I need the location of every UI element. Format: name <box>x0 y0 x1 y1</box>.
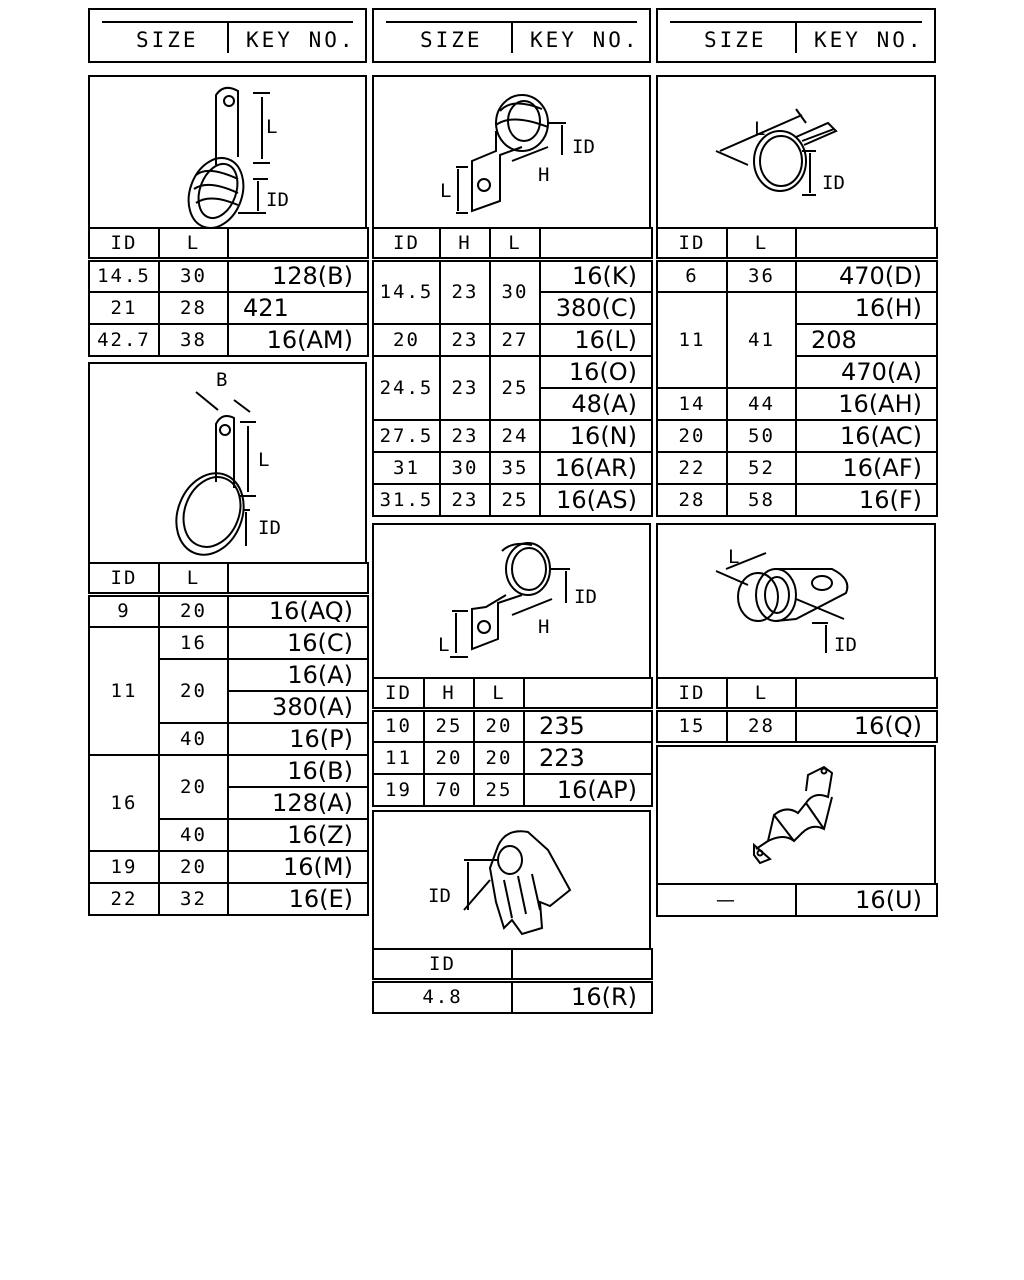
col-l: L <box>490 228 540 260</box>
dim-l-label: L <box>728 546 740 568</box>
table-ring-clamp <box>656 227 938 517</box>
dim-id-label: ID <box>574 586 597 608</box>
cell-key: 16(L) <box>540 324 652 356</box>
col-l: L <box>727 228 796 260</box>
table-cushion-clamp <box>656 677 938 743</box>
cell-l: 41 <box>727 292 796 388</box>
cell-id: 28 <box>657 484 727 516</box>
cell-l: 20 <box>474 710 524 742</box>
snap-clip-illustration <box>372 810 651 950</box>
col-l: L <box>159 228 228 260</box>
cell-id: 20 <box>373 324 440 356</box>
cell-id: 20 <box>657 420 727 452</box>
cell-id: 11 <box>657 292 727 388</box>
cell-id: 14 <box>657 388 727 420</box>
cell-key: 421 <box>228 292 368 324</box>
cell-key: 223 <box>524 742 652 774</box>
cell-l: 25 <box>490 356 540 420</box>
dim-id-label: ID <box>428 885 451 907</box>
cell-key: 16(AM) <box>228 324 368 356</box>
table-cell <box>796 678 937 710</box>
col-h: H <box>424 678 474 710</box>
cell-key: 380(C) <box>540 292 652 324</box>
cell-l: 32 <box>159 883 228 915</box>
table-offset-coil-clamp <box>372 227 653 517</box>
cell-key: 16(N) <box>540 420 652 452</box>
dim-l-label: L <box>258 449 270 471</box>
col-id: ID <box>373 228 440 260</box>
size-header: SIZE <box>704 28 767 52</box>
cell-key: 16(U) <box>796 884 937 916</box>
dim-id-label: ID <box>834 634 857 656</box>
cell-l: 58 <box>727 484 796 516</box>
table-cell <box>228 563 368 595</box>
cell-l: 20 <box>159 595 228 627</box>
col-id: ID <box>657 228 727 260</box>
cell-key: 16(H) <box>796 292 937 324</box>
cell-l: 20 <box>159 755 228 819</box>
cell-key: 16(R) <box>512 981 652 1013</box>
cell-key: 128(B) <box>228 260 368 292</box>
dim-h-label: H <box>538 616 550 638</box>
dim-id-label: ID <box>572 136 595 158</box>
cell-id: 31.5 <box>373 484 440 516</box>
band-clamp-illustration <box>88 362 367 564</box>
cell-l: 35 <box>490 452 540 484</box>
cell-key: 208 <box>796 324 937 356</box>
cell-id: 14.5 <box>373 260 440 324</box>
cell-id: 19 <box>89 851 159 883</box>
coil-clamp-illustration <box>88 75 367 229</box>
cell-h: 23 <box>440 356 490 420</box>
col-id: ID <box>373 678 424 710</box>
cell-id: 42.7 <box>89 324 159 356</box>
table-cell <box>512 949 652 981</box>
cell-h: 20 <box>424 742 474 774</box>
cell-l: 24 <box>490 420 540 452</box>
dim-id-label: ID <box>266 189 289 211</box>
cell-l: 38 <box>159 324 228 356</box>
size-header: SIZE <box>136 28 199 52</box>
cell-key: 16(AC) <box>796 420 937 452</box>
cell-l: 20 <box>159 659 228 723</box>
offset-coil-clamp-illustration <box>372 75 651 229</box>
dim-l-label: L <box>438 634 450 656</box>
cell-l: 25 <box>474 774 524 806</box>
header-box-left <box>88 8 367 63</box>
cell-id: 6 <box>657 260 727 292</box>
cell-key: 16(F) <box>796 484 937 516</box>
key-no-header: KEY NO. <box>246 28 356 52</box>
cell-l: 28 <box>159 292 228 324</box>
offset-band-clamp-illustration <box>372 523 651 679</box>
cell-id: 9 <box>89 595 159 627</box>
col-id: ID <box>657 678 727 710</box>
cell-key: 16(AH) <box>796 388 937 420</box>
cell-l: 44 <box>727 388 796 420</box>
header-box-right <box>656 8 936 63</box>
table-cell <box>796 228 937 260</box>
cell-h: 25 <box>424 710 474 742</box>
cell-key: 16(AF) <box>796 452 937 484</box>
col-id: ID <box>89 563 159 595</box>
table-offset-band-clamp <box>372 677 653 807</box>
size-header: SIZE <box>420 28 483 52</box>
cell-key: 235 <box>524 710 652 742</box>
cell-id: 19 <box>373 774 424 806</box>
cell-l: 52 <box>727 452 796 484</box>
dim-id-label: ID <box>822 172 845 194</box>
col-l: L <box>474 678 524 710</box>
cell-id: 24.5 <box>373 356 440 420</box>
cell-id: 4.8 <box>373 981 512 1013</box>
dim-b-label: B <box>216 369 228 391</box>
cell-size: — <box>657 884 796 916</box>
cell-id: 16 <box>89 755 159 851</box>
cell-id: 10 <box>373 710 424 742</box>
ring-clamp-illustration <box>656 75 936 229</box>
col-h: H <box>440 228 490 260</box>
key-no-header: KEY NO. <box>814 28 924 52</box>
cell-key: 16(O) <box>540 356 652 388</box>
cell-l: 20 <box>474 742 524 774</box>
cell-key: 16(E) <box>228 883 368 915</box>
cell-key: 16(P) <box>228 723 368 755</box>
cell-key: 16(B) <box>228 755 368 787</box>
cell-l: 25 <box>490 484 540 516</box>
cell-l: 30 <box>159 260 228 292</box>
cell-key: 16(C) <box>228 627 368 659</box>
cell-id: 14.5 <box>89 260 159 292</box>
cell-key: 380(A) <box>228 691 368 723</box>
cell-h: 30 <box>440 452 490 484</box>
cell-l: 16 <box>159 627 228 659</box>
cell-l: 40 <box>159 819 228 851</box>
table-cell <box>228 228 368 260</box>
cell-id: 11 <box>89 627 159 755</box>
dim-id-label: ID <box>258 517 281 539</box>
col-id: ID <box>89 228 159 260</box>
cell-key: 16(AP) <box>524 774 652 806</box>
cell-l: 40 <box>159 723 228 755</box>
cell-id: 22 <box>89 883 159 915</box>
table-band-clamp <box>88 562 369 916</box>
cell-key: 16(AQ) <box>228 595 368 627</box>
cell-h: 23 <box>440 324 490 356</box>
col-l: L <box>159 563 228 595</box>
cell-key: 16(Z) <box>228 819 368 851</box>
cell-key: 48(A) <box>540 388 652 420</box>
cell-key: 470(D) <box>796 260 937 292</box>
cell-key: 128(A) <box>228 787 368 819</box>
twin-saddle-clamp-illustration <box>656 745 936 885</box>
cell-id: 21 <box>89 292 159 324</box>
cell-l: 27 <box>490 324 540 356</box>
cell-l: 28 <box>727 710 796 742</box>
cell-key: 16(AS) <box>540 484 652 516</box>
cell-key: 16(AR) <box>540 452 652 484</box>
cell-key: 16(K) <box>540 260 652 292</box>
dim-l-label: L <box>440 180 452 202</box>
table-coil-clamp <box>88 227 369 357</box>
cell-l: 36 <box>727 260 796 292</box>
cell-h: 23 <box>440 260 490 324</box>
cell-id: 22 <box>657 452 727 484</box>
col-l: L <box>727 678 796 710</box>
dim-h-label: H <box>538 164 550 186</box>
cell-key: 16(M) <box>228 851 368 883</box>
cell-key: 16(A) <box>228 659 368 691</box>
cell-id: 15 <box>657 710 727 742</box>
cell-key: 470(A) <box>796 356 937 388</box>
cell-id: 11 <box>373 742 424 774</box>
table-cell <box>540 228 652 260</box>
cell-id: 27.5 <box>373 420 440 452</box>
cell-h: 70 <box>424 774 474 806</box>
cell-h: 23 <box>440 484 490 516</box>
cell-key: 16(Q) <box>796 710 937 742</box>
dim-l-label: L <box>266 116 278 138</box>
header-box-middle <box>372 8 651 63</box>
cushion-clamp-illustration <box>656 523 936 679</box>
dim-l-label: L <box>754 118 766 140</box>
col-id: ID <box>373 949 512 981</box>
cell-l: 20 <box>159 851 228 883</box>
cell-l: 30 <box>490 260 540 324</box>
cell-l: 50 <box>727 420 796 452</box>
key-no-header: KEY NO. <box>530 28 640 52</box>
table-cell <box>524 678 652 710</box>
table-twin-saddle-clamp <box>656 883 938 917</box>
cell-id: 31 <box>373 452 440 484</box>
cell-h: 23 <box>440 420 490 452</box>
table-snap-clip <box>372 948 653 1014</box>
